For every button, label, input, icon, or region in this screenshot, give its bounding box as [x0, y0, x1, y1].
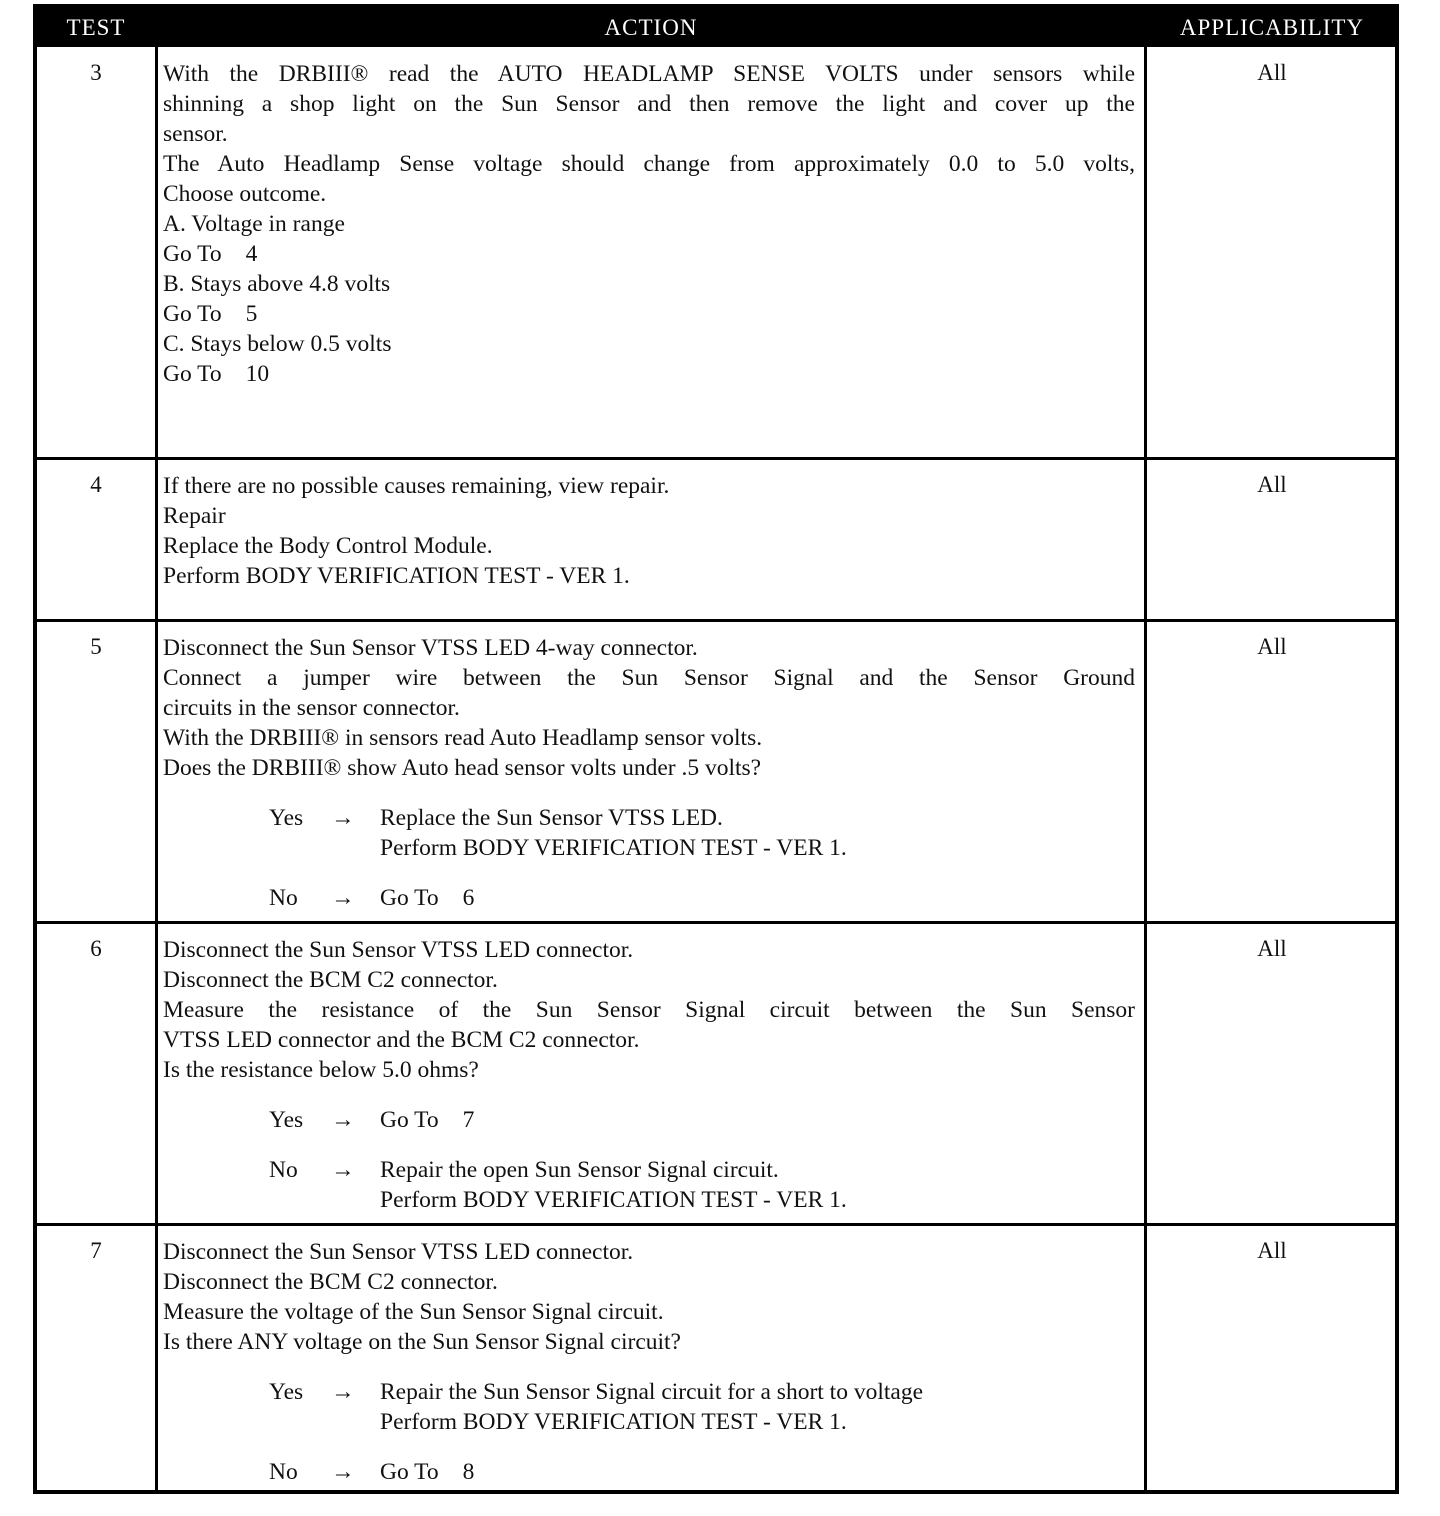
action-cell	[163, 633, 1135, 913]
action-cell	[163, 59, 1135, 389]
goto-line: Go To 10	[163, 361, 270, 387]
action-cell	[163, 471, 1135, 591]
row-divider	[37, 457, 1395, 460]
goto-line: Go To 4	[163, 241, 258, 267]
yes-label: Yes	[269, 805, 304, 831]
action-line: VTSS LED connector and the BCM C2 connector.	[163, 1027, 640, 1053]
action-line: Disconnect the BCM C2 connector.	[163, 967, 498, 993]
action-line: Does the DRBIII® show Auto head sensor volts under .5 volts?	[163, 755, 762, 781]
applicability: All	[1257, 634, 1287, 659]
applicability: All	[1257, 60, 1287, 85]
yes-answer: Yes → Go To 7	[269, 1107, 475, 1133]
applicability: All	[1257, 472, 1287, 497]
goto-target: 8	[462, 1459, 475, 1485]
action-line: Disconnect the BCM C2 connector.	[163, 1269, 498, 1295]
action-line: Disconnect the Sun Sensor VTSS LED 4-way connector.	[163, 635, 698, 661]
action-line: With the DRBIII® read the AUTO HEADLAMP SENSE VOLTS under sensors while	[163, 61, 1135, 87]
no-answer: No → Go To 8	[269, 1459, 475, 1485]
repair-line: Perform BODY VERIFICATION TEST - VER 1.	[163, 563, 630, 589]
goto-target: 6	[462, 885, 475, 911]
action-line: Measure the resistance of the Sun Sensor Signal circuit between the Sun Sensor	[163, 997, 1135, 1023]
yes-answer	[269, 803, 1135, 863]
goto-target: 7	[462, 1107, 475, 1133]
test-number: 3	[90, 60, 102, 85]
applicability: All	[1257, 1238, 1287, 1263]
goto-line: Go To 5	[163, 301, 258, 327]
answer-line: Replace the Sun Sensor VTSS LED.	[380, 805, 723, 831]
repair-label: Repair	[163, 503, 226, 529]
action-line: sensor.	[163, 121, 228, 147]
column-divider	[155, 47, 158, 1490]
action-line: circuits in the sensor connector.	[163, 695, 460, 721]
row-divider	[37, 619, 1395, 622]
arrow-icon: →	[331, 1107, 355, 1133]
header-test: TEST	[66, 15, 126, 40]
answer-line: Perform BODY VERIFICATION TEST - VER 1.	[380, 1409, 847, 1435]
no-label: No	[269, 1157, 298, 1183]
action-line: With the DRBIII® in sensors read Auto Headlamp sensor volts.	[163, 725, 763, 751]
answer-line: Repair the Sun Sensor Signal circuit for a short to voltage	[380, 1379, 924, 1405]
repair-line: Replace the Body Control Module.	[163, 533, 493, 559]
arrow-icon: →	[331, 1459, 355, 1485]
test-number: 6	[90, 936, 102, 961]
action-line: Disconnect the Sun Sensor VTSS LED connector.	[163, 1239, 634, 1265]
action-line: Is the resistance below 5.0 ohms?	[163, 1057, 479, 1083]
header-action: ACTION	[604, 15, 698, 40]
test-number: 7	[90, 1238, 102, 1263]
arrow-icon: →	[331, 1157, 355, 1183]
header-applicability: APPLICABILITY	[1179, 15, 1365, 40]
row-divider	[37, 1223, 1395, 1226]
diagnostic-test-table	[33, 4, 1399, 1494]
column-divider	[1144, 47, 1147, 1490]
action-line: The Auto Headlamp Sense voltage should change from approximately 0.0 to 5.0 volts,	[163, 151, 1135, 177]
action-line: Is there ANY voltage on the Sun Sensor Signal circuit?	[163, 1329, 681, 1355]
answer-line: Repair the open Sun Sensor Signal circuit.	[380, 1157, 779, 1183]
action-line: Measure the voltage of the Sun Sensor Signal circuit.	[163, 1299, 664, 1325]
test-number: 5	[90, 634, 102, 659]
no-label: No	[269, 1459, 298, 1485]
arrow-icon: →	[331, 1379, 355, 1405]
action-cell	[163, 935, 1135, 1215]
no-label: No	[269, 885, 298, 911]
action-line: If there are no possible causes remaining, view repair.	[163, 473, 670, 499]
outcome-label: C. Stays below 0.5 volts	[163, 331, 392, 357]
yes-label: Yes	[269, 1107, 304, 1133]
action-line: Choose outcome.	[163, 181, 327, 207]
outcome-label: A. Voltage in range	[163, 211, 345, 237]
no-answer	[269, 1155, 1135, 1215]
row-divider	[37, 921, 1395, 924]
arrow-icon: →	[331, 805, 355, 831]
goto-target: 5	[245, 301, 258, 327]
action-line: Connect a jumper wire between the Sun Sensor Signal and the Sensor Ground	[163, 665, 1135, 691]
no-answer: No → Go To 6	[269, 885, 475, 911]
applicability: All	[1257, 936, 1287, 961]
yes-answer	[269, 1377, 1135, 1437]
action-line: shinning a shop light on the Sun Sensor and then remove the light and cover up the	[163, 91, 1135, 117]
goto-target: 10	[245, 361, 270, 387]
action-line: Disconnect the Sun Sensor VTSS LED connector.	[163, 937, 634, 963]
outcome-label: B. Stays above 4.8 volts	[163, 271, 391, 297]
action-cell	[163, 1237, 1135, 1487]
answer-line: Perform BODY VERIFICATION TEST - VER 1.	[380, 835, 847, 861]
arrow-icon: →	[331, 885, 355, 911]
yes-label: Yes	[269, 1379, 304, 1405]
answer-line: Perform BODY VERIFICATION TEST - VER 1.	[380, 1187, 847, 1213]
table-header	[37, 8, 1395, 47]
test-number: 4	[90, 472, 102, 497]
goto-target: 4	[245, 241, 258, 267]
